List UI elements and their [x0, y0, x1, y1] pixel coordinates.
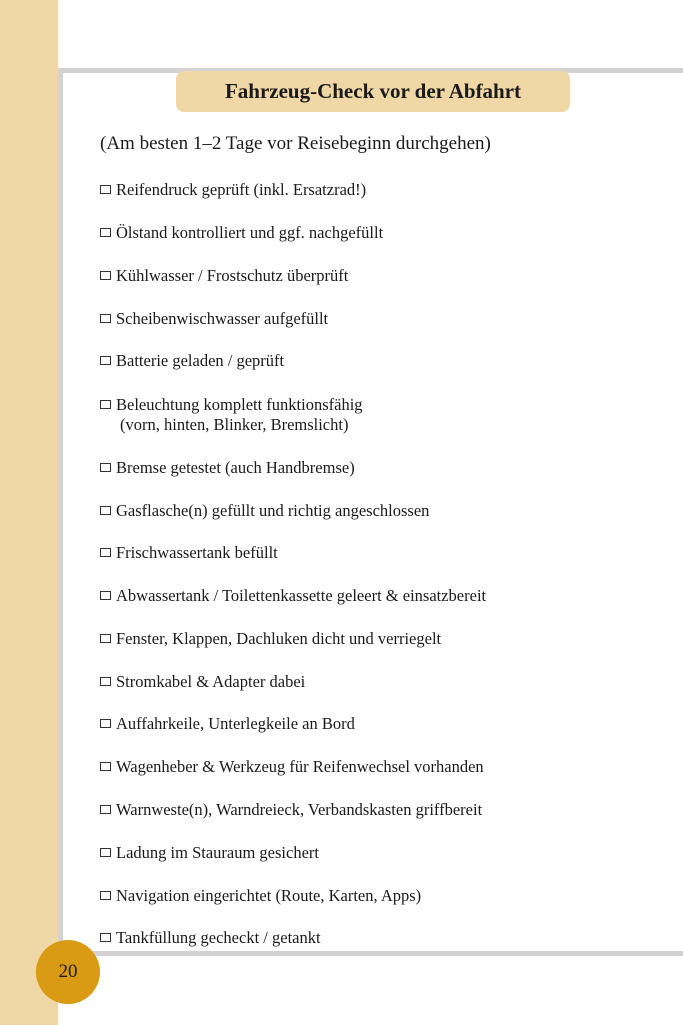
checklist-item — [100, 395, 363, 435]
checklist-item-label: Tankfüllung gecheckt / getankt — [116, 928, 321, 947]
checkbox-icon — [100, 891, 111, 900]
side-strip — [0, 0, 58, 1025]
checklist-item — [100, 543, 278, 563]
checklist-item-label: Ölstand kontrolliert und ggf. nachgefüllt — [116, 223, 384, 242]
checklist-item-label: Wagenheber & Werkzeug für Reifenwechsel vorhanden — [116, 757, 484, 776]
checkbox-icon — [100, 185, 111, 194]
checkbox-icon — [100, 762, 111, 771]
checkbox-icon — [100, 356, 111, 365]
checklist-item-label: Scheibenwischwasser aufgefüllt — [116, 309, 329, 328]
checklist-item-label: Abwassertank / Toilettenkassette geleert & einsatzbereit — [116, 586, 487, 605]
checklist-item-label: Ladung im Stauraum gesichert — [116, 843, 319, 862]
checklist-item — [100, 629, 441, 649]
checklist-item-label: Frischwassertank befüllt — [116, 543, 278, 562]
checkbox-icon — [100, 719, 111, 728]
checkbox-icon — [100, 805, 111, 814]
checklist-item-label: Warnweste(n), Warndreieck, Verbandskasten griffbereit — [116, 800, 483, 819]
checklist-item — [100, 757, 484, 777]
checkbox-icon — [100, 314, 111, 323]
checkbox-icon — [100, 933, 111, 942]
checklist-item — [100, 180, 366, 200]
page-number: 20 — [36, 940, 100, 1004]
checkbox-icon — [100, 634, 111, 643]
checkbox-icon — [100, 677, 111, 686]
checklist-item-label: Gasflasche(n) gefüllt und richtig angeschlossen — [116, 501, 430, 520]
checkbox-icon — [100, 271, 111, 280]
checklist-item — [100, 266, 348, 286]
checklist-item — [100, 843, 319, 863]
checklist-item — [100, 458, 355, 478]
checklist-item — [100, 309, 328, 329]
checklist-item-label: Auffahrkeile, Unterlegkeile an Bord — [116, 714, 355, 733]
checkbox-icon — [100, 463, 111, 472]
checklist-item — [100, 351, 284, 371]
checklist-item-label: Stromkabel & Adapter dabei — [116, 672, 306, 691]
page-title: Fahrzeug-Check vor der Abfahrt — [176, 71, 570, 112]
subtitle: (Am besten 1–2 Tage vor Reisebeginn durchgehen) — [100, 133, 491, 154]
checkbox-icon — [100, 400, 111, 409]
checklist-item — [100, 501, 429, 521]
checkbox-icon — [100, 228, 111, 237]
checklist-item-label: Kühlwasser / Frostschutz überprüft — [116, 266, 349, 285]
checklist-item — [100, 800, 482, 820]
checklist-item-continuation: (vorn, hinten, Blinker, Bremslicht) — [120, 415, 349, 434]
checklist-item-label: Bremse getestet (auch Handbremse) — [116, 458, 355, 477]
checklist-item — [100, 223, 383, 243]
checkbox-icon — [100, 848, 111, 857]
checklist-item — [100, 928, 321, 948]
checklist-item-label: Batterie geladen / geprüft — [116, 351, 285, 370]
checklist-item-label: Navigation eingerichtet (Route, Karten, Apps) — [116, 886, 422, 905]
checklist-item-label: Beleuchtung komplett funktionsfähig — [116, 395, 363, 414]
checklist-item — [100, 886, 421, 906]
checkbox-icon — [100, 548, 111, 557]
checklist-item — [100, 586, 486, 606]
checklist-item — [100, 672, 305, 692]
checklist-item — [100, 714, 355, 734]
checkbox-icon — [100, 591, 111, 600]
checkbox-icon — [100, 506, 111, 515]
checklist-item-label: Reifendruck geprüft (inkl. Ersatzrad!) — [116, 180, 367, 199]
checklist-item-label: Fenster, Klappen, Dachluken dicht und verriegelt — [116, 629, 442, 648]
